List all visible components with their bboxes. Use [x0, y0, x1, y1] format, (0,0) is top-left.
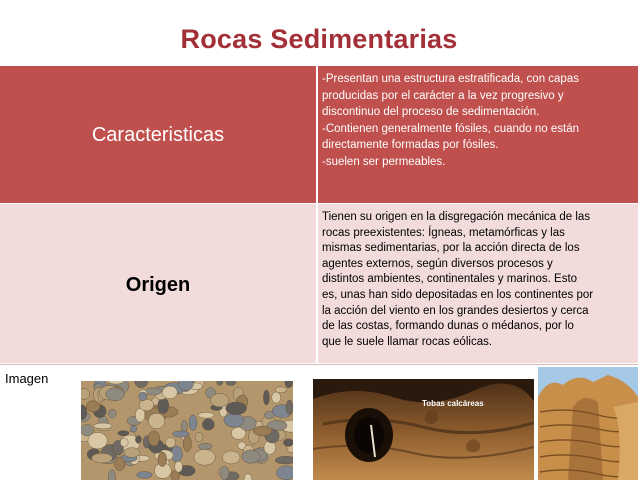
layered-rock-cliff-image	[538, 367, 638, 480]
page-title: Rocas Sedimentarias	[180, 24, 458, 54]
cell-caracteristicas-text	[318, 66, 638, 203]
text-line: agentes externos, según diversos procesos y	[322, 257, 553, 270]
pebble-texture	[158, 452, 167, 467]
row-caracteristicas	[0, 66, 638, 203]
pebble-texture	[92, 453, 113, 463]
pebble-texture	[194, 449, 215, 465]
pebble-texture	[158, 398, 169, 414]
pebble-texture	[211, 393, 230, 407]
pebble-texture	[86, 401, 100, 412]
pebble-texture	[166, 437, 176, 447]
pebble-texture	[118, 431, 129, 436]
cell-imagen	[0, 364, 638, 479]
pebble-texture	[108, 381, 124, 384]
pebble-texture	[286, 400, 293, 414]
text-line: la acción del viento en los grandes desiertos y cerca	[322, 304, 589, 317]
text-line: es, unas han sido depositadas en los continentes por	[322, 288, 594, 301]
text-line: directamente formadas por fósiles.	[322, 139, 499, 151]
caracteristicas-text	[322, 71, 627, 170]
pebble-texture	[137, 472, 153, 479]
pebble-texture	[195, 432, 203, 442]
text-line: de las costas, formando dunas o médanos, por lo	[322, 320, 574, 333]
conglomerate-rock-image	[81, 381, 293, 480]
text-line: distintos ambientes, continentales y marinos. Esto	[322, 273, 578, 286]
text-line: discontinuo del proceso de sedimentación.	[322, 106, 540, 118]
pebble-texture	[130, 426, 137, 432]
pebble-texture	[88, 433, 107, 449]
pebble-texture	[175, 461, 183, 472]
pebble-texture	[253, 426, 272, 436]
pebble-texture	[263, 390, 269, 405]
pebble-texture	[148, 431, 159, 446]
origen-text	[322, 210, 630, 350]
cell-origen-text	[318, 204, 638, 363]
pebble-texture	[222, 451, 240, 464]
pebble-texture	[220, 466, 229, 480]
pebble-texture	[94, 423, 112, 429]
text-line: producidas por el carácter a la vez progresivo y	[322, 89, 564, 102]
cell-caracteristicas-heading	[0, 66, 317, 203]
imagen-label: Imagen	[5, 371, 49, 386]
heading-caracteristicas: Caracteristicas	[91, 124, 225, 146]
text-line: -Presentan una estructura estratificada, con capas	[322, 73, 579, 85]
pebble-texture	[202, 419, 214, 430]
text-line: -suelen ser permeables.	[322, 155, 446, 168]
pebble-texture	[120, 438, 128, 447]
calcareous-tufa-image	[313, 379, 534, 480]
pebble-texture	[275, 456, 293, 464]
pebble-texture	[115, 457, 126, 470]
pebble-texture	[139, 399, 153, 411]
image-caption: Tobas calcáreas	[422, 399, 484, 408]
text-line: rocas preexistentes: Ígneas, metamórficas y las	[322, 226, 565, 239]
pebble-texture	[242, 450, 261, 463]
row-origen	[0, 204, 638, 363]
pebble-texture	[272, 392, 281, 403]
pebble-texture	[198, 412, 214, 418]
pebble-texture	[226, 402, 247, 415]
pebble-texture	[224, 413, 244, 427]
pebble-texture	[198, 443, 212, 449]
pebble-texture	[226, 381, 236, 386]
pebble-texture	[108, 409, 116, 418]
pebble-texture	[173, 431, 190, 437]
text-line: -Contienen generalmente fósiles, cuando no están	[322, 122, 580, 135]
row-imagen	[0, 364, 638, 479]
pebble-texture	[139, 392, 147, 401]
pebble-texture	[283, 439, 293, 447]
cell-origen-heading	[0, 204, 317, 363]
pebble-texture	[162, 386, 177, 399]
pebble-texture	[106, 388, 125, 401]
pebble-texture	[148, 413, 165, 428]
text-line: mismas sedimentarias, por la acción directa de los	[322, 242, 580, 255]
text-line: que le suele llamar rocas eólicas.	[322, 335, 493, 348]
text-line: Tienen su origen en la disgregación mecánica de las	[322, 211, 591, 223]
pebble-texture	[124, 448, 140, 458]
pebble-texture	[189, 415, 197, 431]
pebble-texture	[183, 436, 191, 452]
pebble-texture	[135, 436, 141, 444]
heading-origen: Origen	[125, 274, 191, 296]
pebble-texture	[217, 381, 223, 385]
